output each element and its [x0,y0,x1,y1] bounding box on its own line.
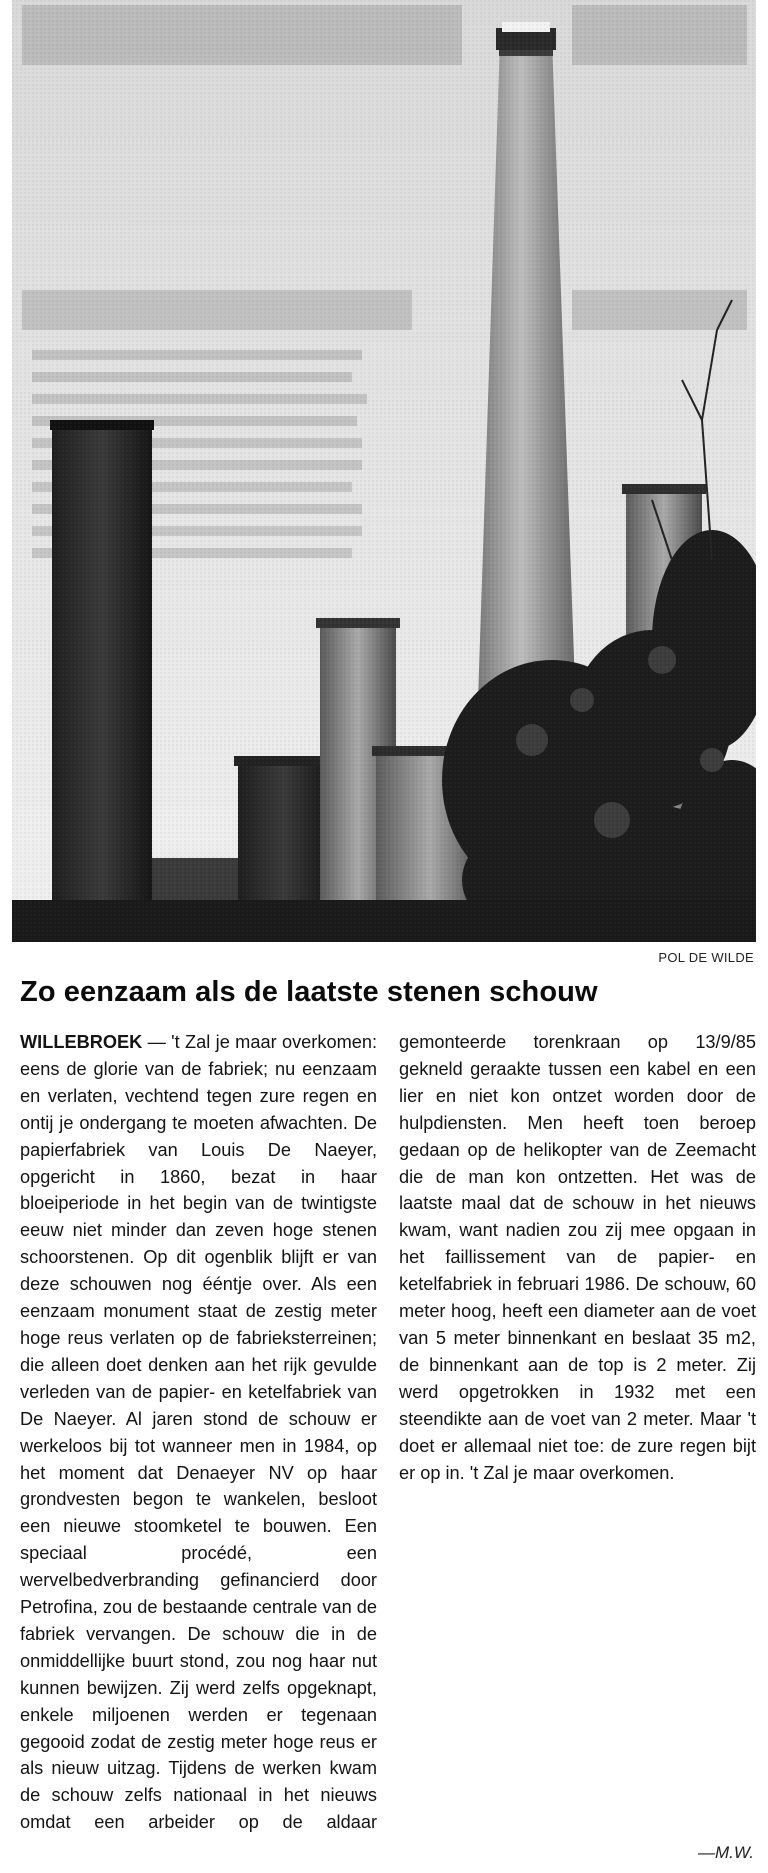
chimney-photo-image [12,0,756,942]
article-headline: Zo eenzaam als de laatste stenen schouw [20,976,598,1008]
article-body [20,1029,756,1851]
dateline: WILLEBROEK [20,1032,143,1052]
dateline-dash: — [142,1032,172,1052]
article-text: 't Zal je maar overkomen: eens de glorie van de fabriek; nu eenzaam en verlaten, vechtend tegen zure regen en ontij je ondergang te moeten afwachten. De papierfabriek van Louis De Naeyer, opgericht in 1860, bezat in haar bloeiperiode in het begin van de twintigste eeuw niet minder dan zeven hoge stenen schoorstenen. Op dit ogenblik blijft er van deze schouwen nog ééntje over. Als een eenzaam monument staat de zestig meter hoge reus verlaten op de fabrieksterreinen; die alleen doet denken aan het rijk gevulde verleden van de papier- en ketelfabriek van De Naeyer. Al jaren stond de schouw er werkeloos bij tot wanneer men in 1984, op het moment dat Denaeyer NV op haar grondvesten begon te wankelen, besloot een nieuwe stoomketel te bouwen. Een speciaal procédé, een wervelbedverbranding gefinancierd door Petrofina, zou de bestaande centrale van de fabriek vervangen. De schouw die in de onmiddellijke buurt stond, zou nog haar nut kunnen bewijzen. Zij werd zelfs opgeknapt, enkele miljoenen werden er tegenaan gegooid zodat de zestig meter hoge reus er als nieuw uitzag. Tijdens de werken kwam de schouw zelfs nationaal in het nieuws omdat een arbeider op de aldaar gemonteerde torenkraan op 13/9/85 gekneld geraakte tussen een kabel en een lier en niet kon ontzet worden door de hulpdiensten. Men heeft toen beroep gedaan op de helikopter van de Zeemacht die de man kon ontzetten. Het was de laatste maal dat de schouw in het nieuws kwam, want nadien zou zij mee opgaan in het faillissement van de papier- en ketelfabriek in februari 1986. De schouw, 60 meter hoog, heeft een diameter aan de voet van 5 meter binnenkant en beslaat 35 m2, de binnenkant aan de top is 2 meter. Zij werd opgetrokken in 1932 met een steendikte aan de voet van 2 meter. Maar 't doet er allemaal niet toe: de zure regen bijt er op in. 't Zal je maar overkomen. [20,1032,756,1833]
article-paragraph [20,1029,756,1851]
photo-credit: POL DE WILDE [658,950,754,965]
author-signature: —M.W. [697,1843,754,1862]
chimney-photo [12,0,756,942]
